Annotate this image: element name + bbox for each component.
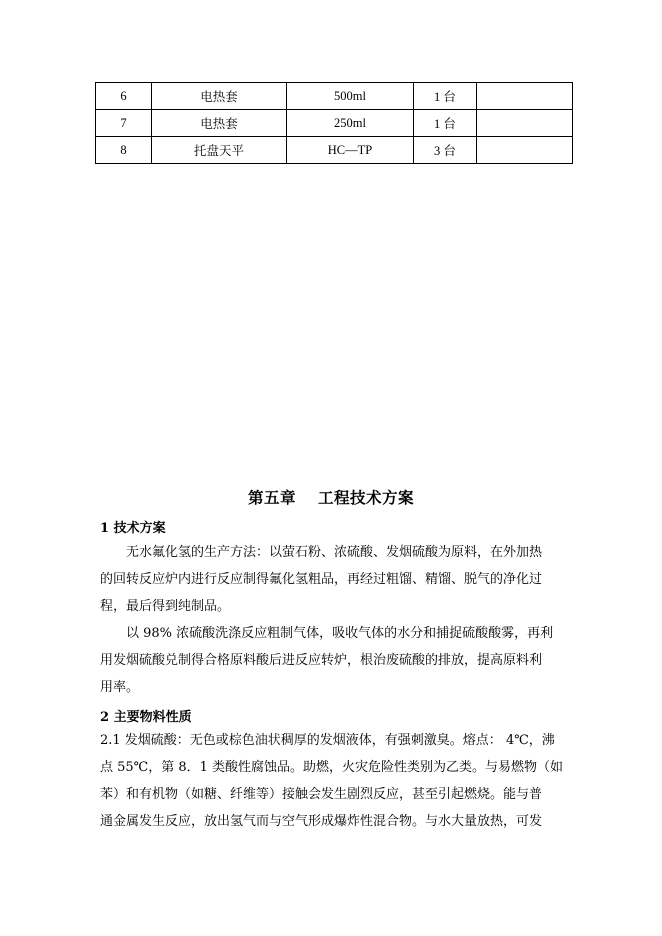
chapter-title <box>0 486 662 508</box>
cell-no: 8 <box>96 137 152 164</box>
paragraph-line: 2.1 发烟硫酸：无色或棕色油状稠厚的发烟液体，有强刺激臭。熔点： 4℃，沸 <box>100 733 555 748</box>
paragraph-line: 的回转反应炉内进行反应制得氟化氢粗品，再经过粗馏、精馏、脱气的净化过 <box>100 572 543 587</box>
cell-note <box>477 137 573 164</box>
table-row <box>96 83 573 110</box>
section-heading: 2 主要物料性质 <box>100 710 192 725</box>
cell-name: 托盘天平 <box>152 137 287 164</box>
section-heading: 1 技术方案 <box>100 521 166 536</box>
cell-qty: 1 台 <box>414 110 477 137</box>
chapter-number: 第五章 <box>247 488 296 507</box>
equipment-table <box>95 82 573 164</box>
cell-no: 6 <box>96 83 152 110</box>
cell-no: 7 <box>96 110 152 137</box>
paragraph-line: 用率。 <box>100 680 140 695</box>
paragraph-line: 无水氟化氢的生产方法：以萤石粉、浓硫酸、发烟硫酸为原料，在外加热 <box>126 545 543 560</box>
paragraph-line: 苯）和有机物（如糖、纤维等）接触会发生剧烈反应，甚至引起燃烧。能与普 <box>100 787 543 802</box>
cell-qty: 3 台 <box>414 137 477 164</box>
table-row <box>96 137 573 164</box>
paragraph-line: 以 98% 浓硫酸洗涤反应粗制气体，吸收气体的水分和捕捉硫酸酸雾，再利 <box>126 626 554 641</box>
cell-name: 电热套 <box>152 83 287 110</box>
cell-note <box>477 110 573 137</box>
paragraph-line: 程，最后得到纯制品。 <box>100 599 231 614</box>
cell-name: 电热套 <box>152 110 287 137</box>
paragraph-line: 通金属发生反应，放出氢气而与空气形成爆炸性混合物。与水大量放热，可发 <box>100 814 543 829</box>
cell-qty: 1 台 <box>414 83 477 110</box>
paragraph <box>100 727 564 835</box>
cell-spec: 250ml <box>287 110 414 137</box>
cell-spec: HC—TP <box>287 137 414 164</box>
chapter-name: 工程技术方案 <box>318 488 415 507</box>
paragraph-line: 点 55℃，第 8．1 类酸性腐蚀品。助燃，火灾危险性类别为乙类。与易燃物（如 <box>100 760 564 775</box>
paragraph <box>100 539 543 620</box>
paragraph <box>100 620 554 701</box>
cell-spec: 500ml <box>287 83 414 110</box>
table-row <box>96 110 573 137</box>
paragraph-line: 用发烟硫酸兑制得合格原料酸后进反应转炉，根治废硫酸的排放，提高原料利 <box>100 653 543 668</box>
cell-note <box>477 83 573 110</box>
